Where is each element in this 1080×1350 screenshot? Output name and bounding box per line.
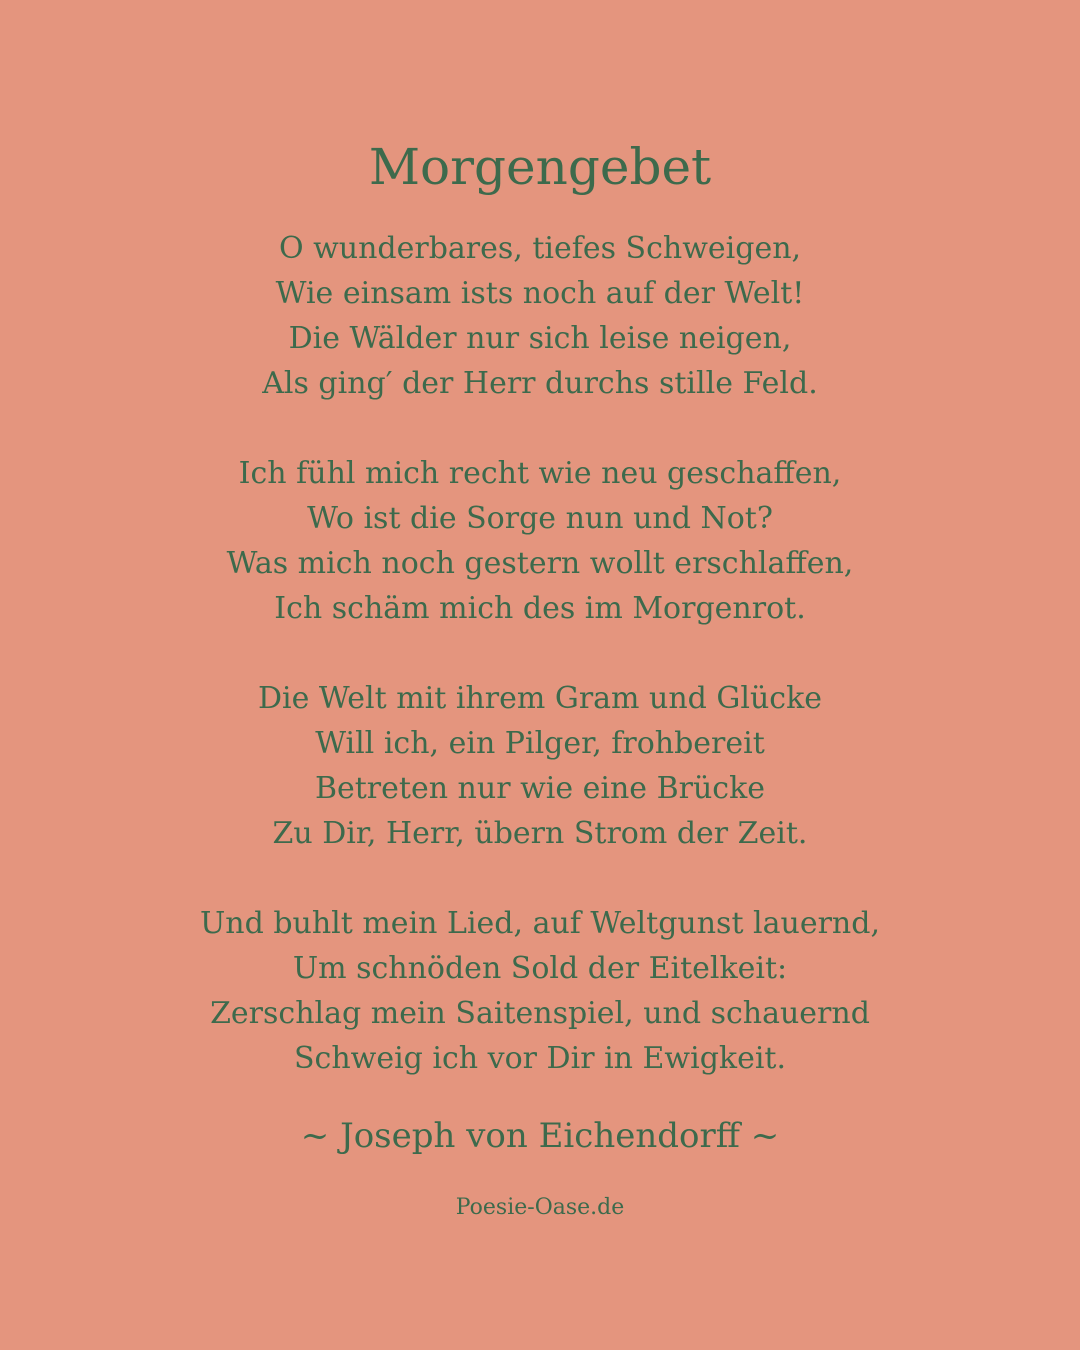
- stanza-3: [0, 676, 1080, 856]
- poem-line: Zu Dir, Herr, übern Strom der Zeit.: [272, 816, 808, 851]
- poem-line: O wunderbares, tiefes Schweigen,: [278, 231, 802, 266]
- poem-body: [0, 226, 1080, 1126]
- poem-line: Die Wälder nur sich leise neigen,: [288, 321, 792, 356]
- poem-line: Betreten nur wie eine Brücke: [314, 771, 766, 806]
- poem-author: ~ Joseph von Eichendorff ~: [300, 1116, 780, 1156]
- poem-line: Ich fühl mich recht wie neu geschaffen,: [238, 456, 842, 491]
- poem-line: Zerschlag mein Saitenspiel, und schauernd: [210, 996, 870, 1031]
- website-credit: Poesie-Oase.de: [455, 1195, 625, 1220]
- stanza-1: [0, 226, 1080, 406]
- poem-line: Ich schäm mich des im Morgenrot.: [274, 591, 806, 626]
- poem-line: Um schnöden Sold der Eitelkeit:: [292, 951, 788, 986]
- poem-line: Was mich noch gestern wollt erschlaffen,: [226, 546, 854, 581]
- poem-line: Will ich, ein Pilger, frohbereit: [315, 726, 765, 761]
- poem-line: Schweig ich vor Dir in Ewigkeit.: [293, 1041, 787, 1076]
- poem-line: Und buhlt mein Lied, auf Weltgunst lauernd,: [199, 906, 880, 941]
- stanza-4: [0, 901, 1080, 1081]
- poem-line: Die Welt mit ihrem Gram und Glücke: [257, 681, 823, 716]
- poem-line: Wo ist die Sorge nun und Not?: [307, 501, 773, 536]
- poem-title: Morgengebet: [368, 138, 712, 196]
- stanza-2: [0, 451, 1080, 631]
- poem-line: Als ging′ der Herr durchs stille Feld.: [262, 366, 818, 401]
- poem-line: Wie einsam ists noch auf der Welt!: [275, 276, 805, 311]
